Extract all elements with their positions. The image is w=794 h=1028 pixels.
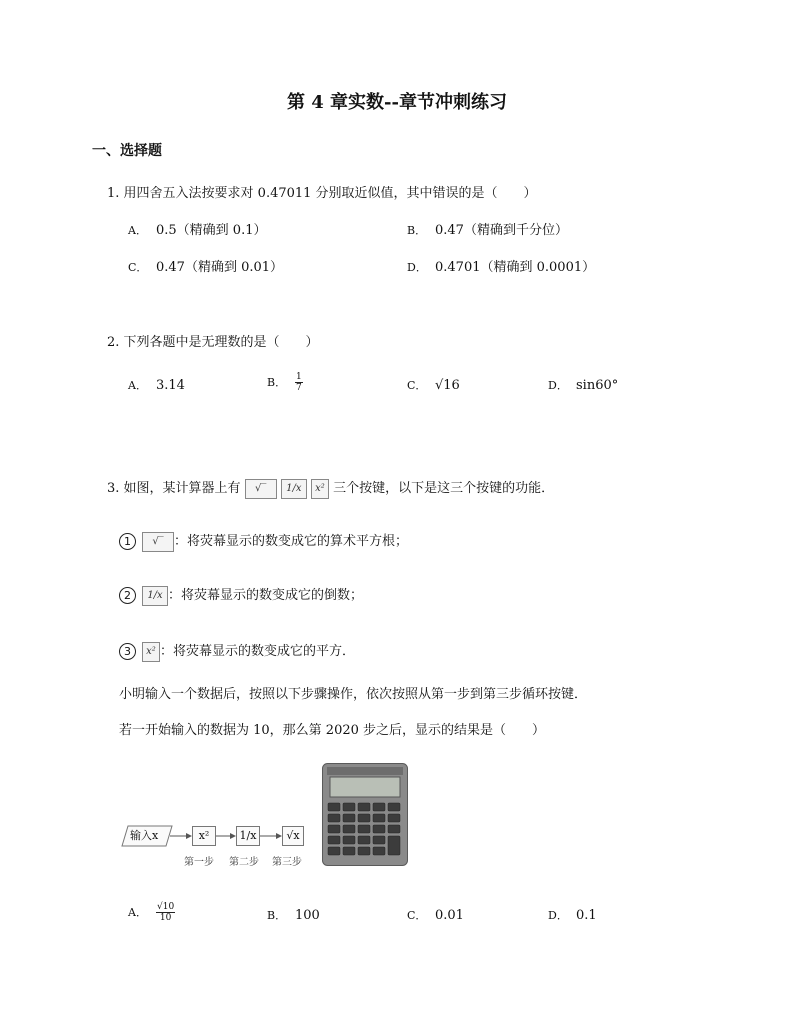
q2-option-c[interactable]	[407, 377, 460, 393]
option-label: C．	[128, 261, 148, 274]
q1-option-d[interactable]	[407, 256, 595, 275]
q1-option-b[interactable]	[407, 219, 568, 238]
question-3-stem	[107, 477, 554, 499]
q1-option-a[interactable]	[128, 219, 266, 238]
option-label: D．	[407, 261, 427, 274]
flow-box-sqrt: √x	[282, 826, 304, 846]
fraction-numerator: √10	[157, 902, 175, 912]
option-label: A．	[128, 224, 147, 237]
rule-text: ：将荧幕显示的数变成它的倒数；	[168, 588, 364, 603]
q1-option-c[interactable]	[128, 256, 283, 275]
section-heading: 一、选择题	[92, 143, 162, 159]
q2-option-b[interactable]	[267, 372, 303, 393]
option-text: 3.14	[156, 378, 185, 393]
fraction	[156, 902, 175, 923]
square-key-icon: x²	[311, 479, 329, 499]
option-text: 100	[295, 908, 320, 923]
q3-option-a[interactable]	[128, 902, 175, 923]
option-label: B．	[267, 376, 287, 389]
circled-number: 1	[119, 533, 136, 550]
option-label: A．	[128, 906, 147, 919]
circled-number: 3	[119, 643, 136, 660]
paragraph-2: 若一开始输入的数据为 10，那么第 2020 步之后，显示的结果是（ ）	[119, 723, 546, 738]
fraction	[295, 372, 303, 393]
option-label: B．	[407, 224, 427, 237]
q3-option-b[interactable]	[267, 907, 320, 923]
flow-step-1: 第一步	[184, 857, 214, 868]
option-text: √16	[435, 378, 460, 393]
q2-option-d[interactable]	[548, 377, 618, 393]
option-label: D．	[548, 909, 568, 922]
flow-input-label: 输入x	[130, 829, 159, 842]
sqrt-key-icon: √‾	[142, 532, 174, 552]
flow-step-3: 第三步	[272, 857, 302, 868]
q2-option-a[interactable]	[128, 377, 185, 393]
question-1-stem: 1. 用四舍五入法按要求对 0.47011 分别取近似值，其中错误的是（ ）	[107, 186, 537, 201]
option-text: 0.01	[435, 908, 464, 923]
option-text: sin60°	[576, 378, 619, 393]
rule-3	[119, 640, 355, 662]
flow-box-reciprocal: 1/x	[236, 826, 260, 846]
question-2-stem: 2. 下列各题中是无理数的是（ ）	[107, 335, 319, 350]
option-text: 0.5（精确到 0.1）	[156, 223, 267, 238]
stem-suffix: 三个按键，以下是这三个按键的功能．	[333, 481, 555, 496]
stem-prefix: 3. 如图，某计算器上有	[107, 481, 241, 496]
option-label: A．	[128, 379, 147, 392]
fraction-denominator: 10	[159, 913, 172, 923]
page-title: 第 4 章实数--章节冲刺练习	[287, 92, 507, 113]
option-text: 0.47（精确到千分位）	[435, 223, 568, 238]
reciprocal-key-icon: 1/x	[142, 586, 168, 606]
rule-text: ：将荧幕显示的数变成它的平方．	[160, 644, 356, 659]
option-text: 0.47（精确到 0.01）	[156, 260, 284, 275]
option-label: D．	[548, 379, 568, 392]
option-label: B．	[267, 909, 287, 922]
option-label: C．	[407, 379, 427, 392]
paragraph-1: 小明输入一个数据后，按照以下步骤操作，依次按照从第一步到第三步循环按键．	[119, 687, 588, 702]
reciprocal-key-icon: 1/x	[281, 479, 307, 499]
sqrt-key-icon: √‾	[245, 479, 277, 499]
rule-2	[119, 584, 363, 606]
option-text: 0.4701（精确到 0.0001）	[435, 260, 596, 275]
flow-box-square: x²	[192, 826, 216, 846]
circled-number: 2	[119, 587, 136, 604]
rule-text: ：将荧幕显示的数变成它的算术平方根；	[174, 534, 409, 549]
square-key-icon: x²	[142, 642, 160, 662]
option-label: C．	[407, 909, 427, 922]
fraction-numerator: 1	[296, 372, 302, 382]
calculator-icon	[322, 763, 408, 866]
q3-option-d[interactable]	[548, 907, 597, 923]
rule-1	[119, 530, 408, 552]
flow-step-2: 第二步	[229, 857, 259, 868]
fraction-denominator: 7	[296, 383, 302, 393]
option-text: 0.1	[576, 908, 597, 923]
q3-option-c[interactable]	[407, 907, 464, 923]
